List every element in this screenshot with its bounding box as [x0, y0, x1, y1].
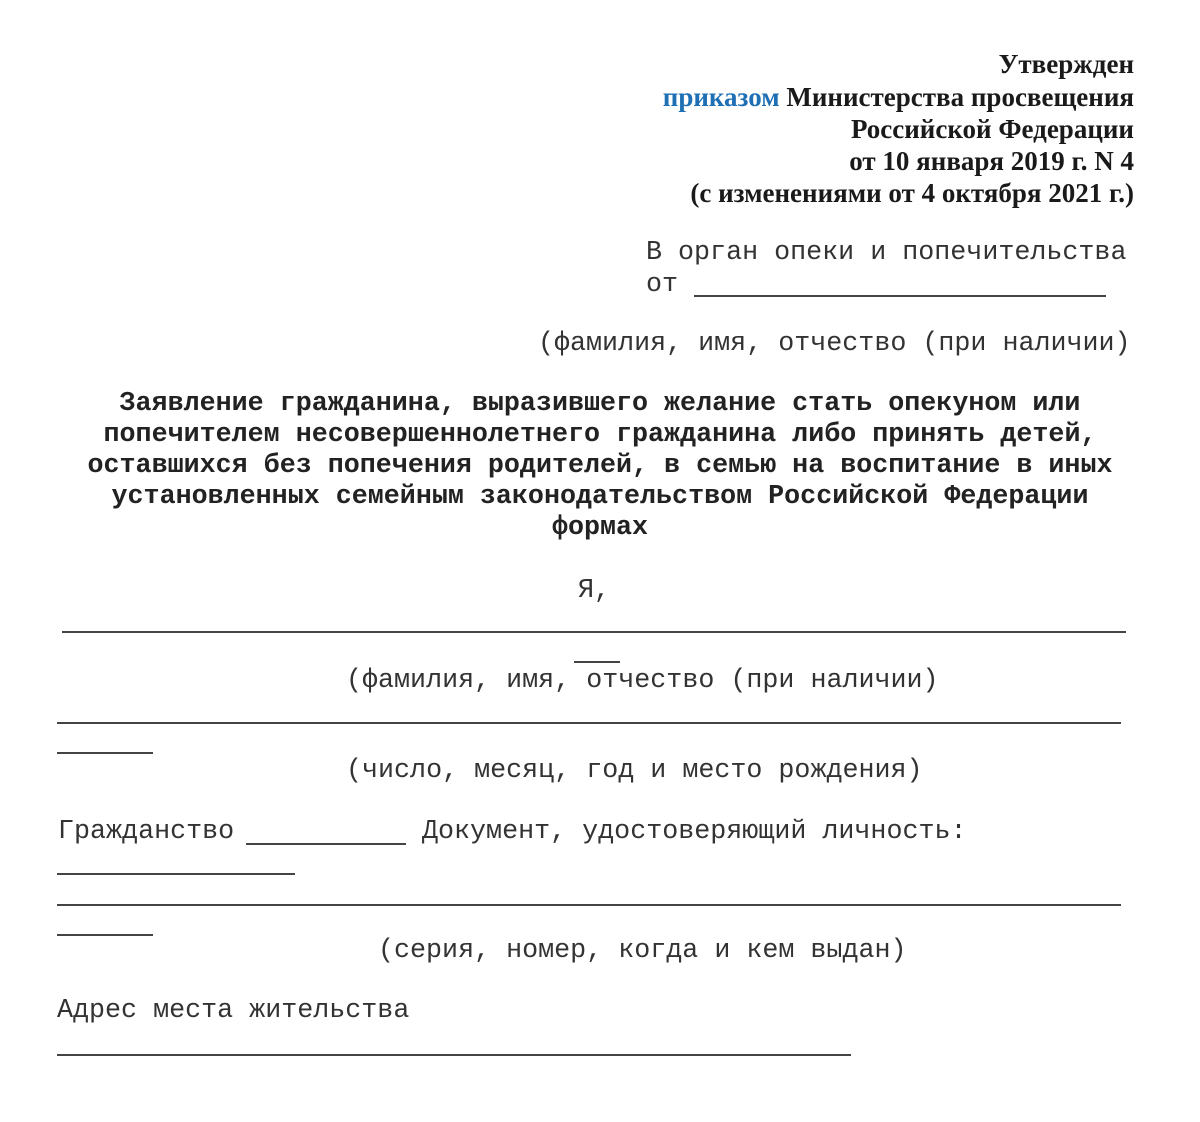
title-line: Заявление гражданина, выразившего желание стать опекуном или	[119, 389, 1081, 419]
approval-line-amendments: (с изменениями от 4 октября 2021 г.)	[690, 178, 1134, 208]
i-label: Я,	[578, 576, 611, 606]
full-name-field-line[interactable]	[62, 631, 1126, 633]
title-line: установленных семейным законодательством Российской Федерации	[111, 482, 1089, 512]
id-document-label: Документ, удостоверяющий личность:	[422, 817, 967, 847]
citizenship-label: Гражданство	[58, 817, 235, 847]
title-line: формах	[551, 513, 649, 543]
addressee-name-hint: (фамилия, имя, отчество (при наличии)	[538, 329, 1131, 359]
address-field-line[interactable]	[57, 1054, 851, 1056]
document-details-hint: (серия, номер, когда и кем выдан)	[378, 936, 907, 966]
full-name-hint: (фамилия, имя, отчество (при наличии)	[346, 666, 939, 696]
birth-data-field-line[interactable]	[57, 722, 1121, 724]
order-link[interactable]: приказом	[662, 82, 780, 112]
id-document-details-line[interactable]	[57, 904, 1121, 906]
id-document-field-line[interactable]	[57, 873, 295, 875]
approval-line-order	[663, 81, 1134, 113]
approval-line-date: от 10 января 2019 г. N 4	[849, 146, 1134, 176]
addressee-from-label: от	[646, 270, 679, 300]
addressee-to: В орган опеки и попечительства	[646, 238, 1127, 268]
approval-line-federation: Российской Федерации	[850, 114, 1134, 144]
birth-data-field-line-continued[interactable]	[57, 752, 153, 754]
ministry-name: Министерства просвещения	[786, 82, 1134, 112]
birth-data-hint: (число, месяц, год и место рождения)	[346, 756, 923, 786]
address-label: Адрес места жительства	[57, 996, 410, 1026]
from-name-field-line[interactable]	[694, 295, 1106, 297]
title-line: попечителем несовершеннолетнего гражданина либо принять детей,	[103, 420, 1097, 450]
id-document-details-line-continued[interactable]	[57, 934, 153, 936]
full-name-field-line-continued[interactable]	[574, 661, 620, 663]
citizenship-field-line[interactable]	[246, 843, 406, 845]
title-line: оставшихся без попечения родителей, в семью на воспитание в иных	[87, 451, 1113, 481]
document-title	[0, 389, 1200, 544]
approval-line-approved: Утвержден	[998, 49, 1134, 79]
